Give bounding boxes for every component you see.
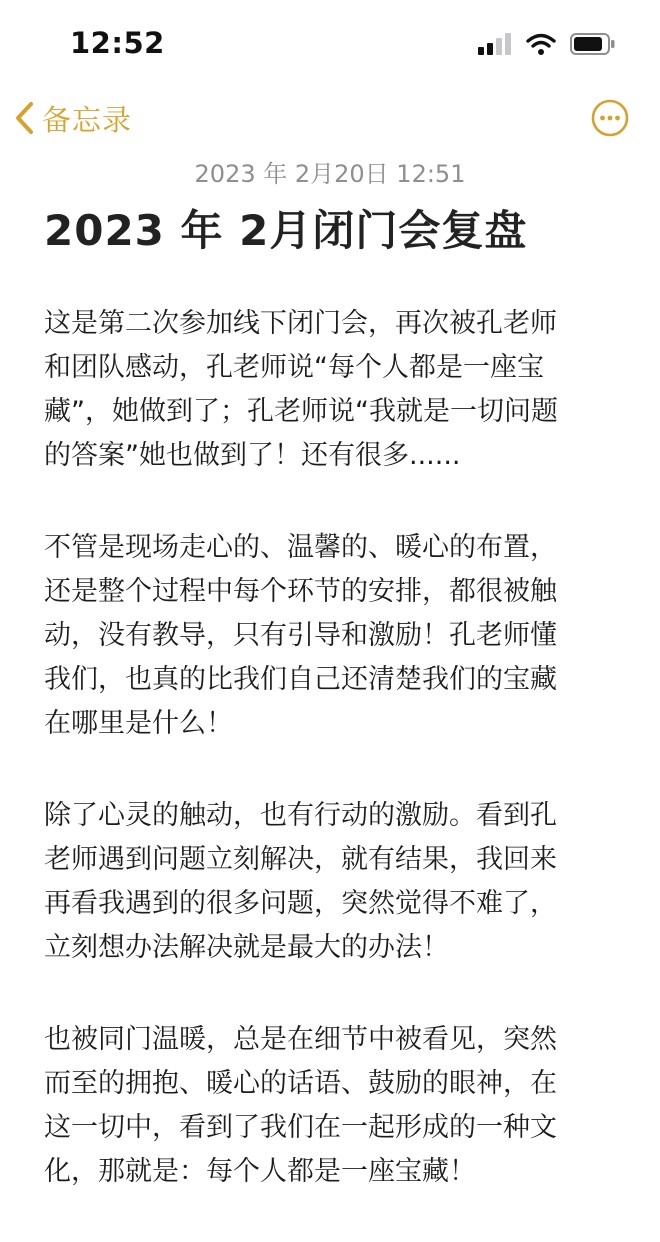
text-line: 藏”，她做到了；孔老师说“我就是一切问题 (44, 396, 558, 427)
note-date: 2023 年 2月20日 12:51 (194, 160, 466, 188)
text-line: 的答案”她也做到了！还有很多...... (44, 440, 461, 471)
wifi-icon (526, 33, 556, 55)
battery-icon (570, 33, 616, 55)
paragraph-2 (44, 526, 624, 746)
text-line: 立刻想办法解决就是最大的办法！ (44, 932, 449, 963)
paragraph-1 (44, 302, 624, 478)
text-line: 和团队感动，孔老师说“每个人都是一座宝 (44, 352, 544, 383)
back-label: 备忘录 (42, 102, 133, 137)
status-bar (0, 0, 660, 90)
status-icons (478, 31, 616, 57)
ellipsis-circle-icon[interactable] (590, 98, 630, 138)
back-button[interactable] (14, 92, 132, 144)
text-line: 在哪里是什么！ (44, 708, 233, 739)
text-line: 动，没有教导，只有引导和激励！孔老师懂 (44, 620, 557, 651)
text-line: 这是第二次参加线下闭门会，再次被孔老师 (44, 308, 557, 339)
text-line: 不管是现场走心的、温馨的、暖心的布置， (44, 532, 557, 563)
note-title[interactable]: 2023 年 2月闭门会复盘 (44, 206, 528, 255)
chevron-left-icon (14, 101, 36, 135)
text-line: 除了心灵的触动，也有行动的激励。看到孔 (44, 800, 557, 831)
text-line: 化，那就是：每个人都是一座宝藏！ (44, 1156, 476, 1187)
note-body[interactable] (44, 302, 624, 1242)
text-line: 而至的拥抱、暖心的话语、鼓励的眼神，在 (44, 1068, 557, 1099)
text-line: 还是整个过程中每个环节的安排，都很被触 (44, 576, 557, 607)
cellular-signal-icon (478, 33, 512, 55)
status-time: 12:52 (70, 26, 165, 60)
text-line: 老师遇到问题立刻解决，就有结果，我回来 (44, 844, 557, 875)
paragraph-3 (44, 794, 624, 970)
nav-bar (0, 92, 660, 144)
paragraph-4 (44, 1018, 624, 1194)
text-line: 这一切中，看到了我们在一起形成的一种文 (44, 1112, 557, 1143)
text-line: 也被同门温暖，总是在细节中被看见，突然 (44, 1024, 557, 1055)
text-line: 我们，也真的比我们自己还清楚我们的宝藏 (44, 664, 557, 695)
text-line: 再看我遇到的很多问题，突然觉得不难了， (44, 888, 557, 919)
